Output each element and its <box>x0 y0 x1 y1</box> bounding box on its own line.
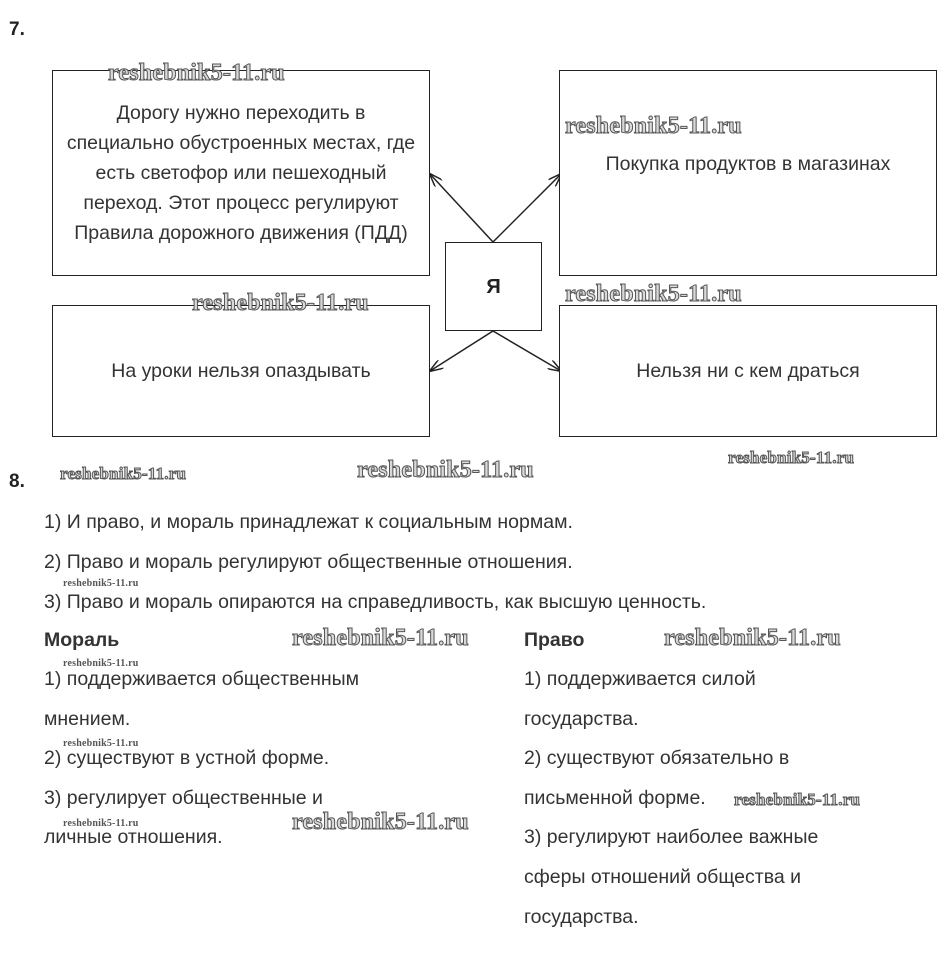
watermark: reshebnik5-11.ru <box>192 290 369 316</box>
box-school-text: На уроки нельзя опаздывать <box>111 360 371 382</box>
list-item: 3) регулирует общественные и <box>44 786 323 809</box>
watermark: reshebnik5-11.ru <box>664 625 841 651</box>
arrow-to-top-right <box>493 174 561 242</box>
arrow-to-top-left <box>430 174 493 242</box>
box-me-text: Я <box>486 275 501 298</box>
list-item: 2) существуют в устной форме. <box>44 747 330 770</box>
box-me <box>445 242 542 331</box>
law-heading: Право <box>524 629 585 651</box>
watermark: reshebnik5-11.ru <box>63 818 139 829</box>
box-shopping-text: Покупка продуктов в магазинах <box>605 153 891 175</box>
watermark: reshebnik5-11.ru <box>63 578 139 589</box>
arrow-to-bottom-left <box>430 331 493 371</box>
list-item: государства. <box>524 905 639 928</box>
task-7-number: 7. <box>9 19 25 40</box>
list-item: письменной форме. <box>524 786 706 809</box>
box-school <box>52 305 430 437</box>
similarity-2: 2) Право и мораль регулируют общественные отношения. <box>44 551 573 573</box>
morality-heading: Мораль <box>44 629 120 651</box>
watermark: reshebnik5-11.ru <box>734 790 861 809</box>
watermark: reshebnik5-11.ru <box>565 113 742 139</box>
list-item: 2) существуют обязательно в <box>524 747 790 770</box>
list-item: 1) поддерживается общественным <box>44 668 360 690</box>
watermark: reshebnik5-11.ru <box>728 448 855 467</box>
box-road-rules <box>52 70 430 276</box>
box-road-rules-text: Дорогу нужно переходить в специально обустроенных местах, где есть светофор или пешеходный переход. Этот процесс регулируют Правила дорожного движения (ПДД) <box>66 102 416 244</box>
watermark: reshebnik5-11.ru <box>357 457 534 483</box>
box-no-fighting-text: Нельзя ни с кем драться <box>636 360 860 382</box>
watermark: reshebnik5-11.ru <box>60 464 187 483</box>
arrow-to-bottom-right <box>493 331 561 371</box>
similarity-3: 3) Право и мораль опираются на справедливость, как высшую ценность. <box>44 591 707 613</box>
watermark: reshebnik5-11.ru <box>63 738 139 749</box>
list-item: 3) регулируют наиболее важные <box>524 826 819 849</box>
watermark: reshebnik5-11.ru <box>63 658 139 669</box>
box-no-fighting <box>559 305 937 437</box>
list-item: 1) поддерживается силой <box>524 668 756 690</box>
box-shopping <box>559 70 937 276</box>
list-item: личные отношения. <box>44 826 223 849</box>
task-8-number: 8. <box>9 471 25 492</box>
list-item: мнением. <box>44 707 131 730</box>
watermark: reshebnik5-11.ru <box>292 809 469 835</box>
list-item: государства. <box>524 707 639 730</box>
list-item: сферы отношений общества и <box>524 865 801 888</box>
watermark: reshebnik5-11.ru <box>565 281 742 307</box>
watermark: reshebnik5-11.ru <box>292 625 469 651</box>
similarity-1: 1) И право, и мораль принадлежат к социальным нормам. <box>44 511 573 533</box>
watermark: reshebnik5-11.ru <box>108 60 285 86</box>
